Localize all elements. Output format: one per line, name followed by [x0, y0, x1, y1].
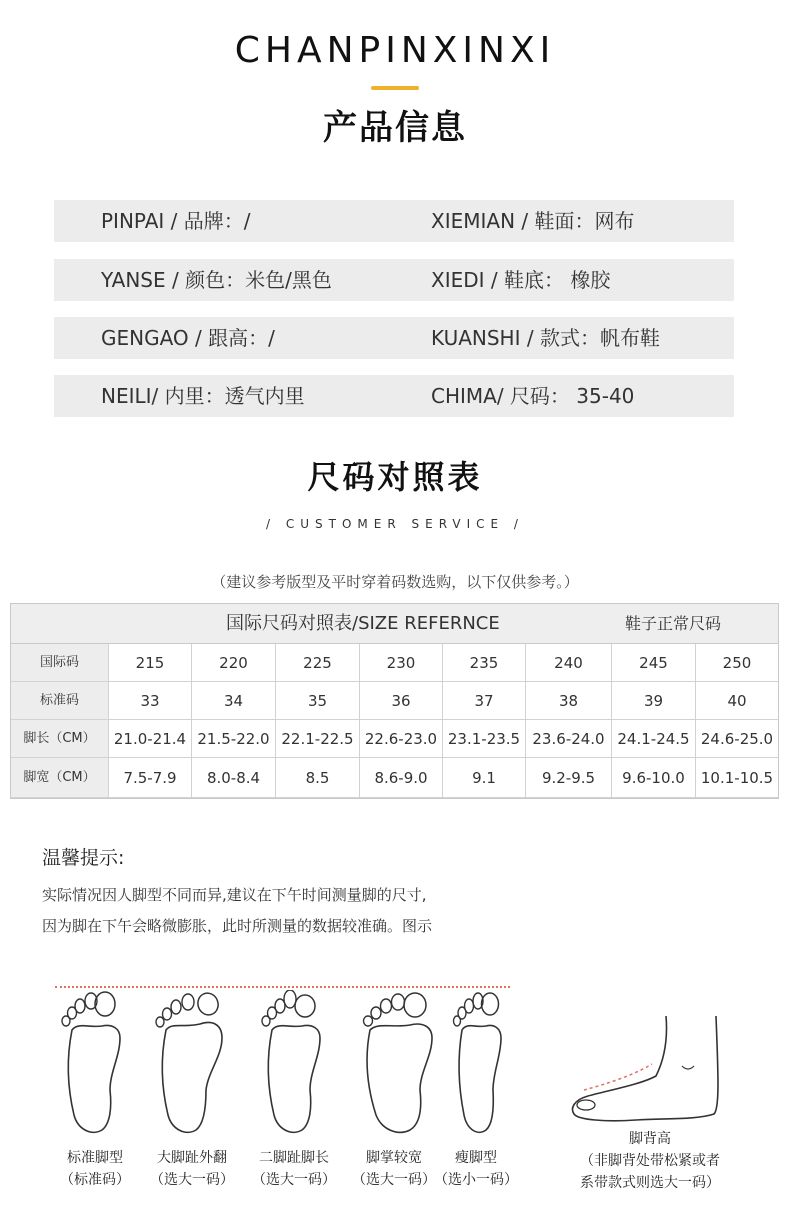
- size-table-cell: 245: [612, 644, 696, 682]
- size-table-cell: 225: [276, 644, 360, 682]
- info-brand: PINPAI / 品牌：/: [101, 209, 251, 233]
- size-table-cell: 40: [696, 682, 778, 720]
- tips-line-1: 实际情况因人脚型不同而异,建议在下午时间测量脚的尺寸,: [42, 886, 427, 904]
- size-table-cell: 37: [443, 682, 526, 720]
- instep-advice-line-1: （非脚背处带松紧或者: [580, 1153, 720, 1169]
- size-table-cell: 8.0-8.4: [192, 758, 276, 798]
- foot-type-advice: （选大一码）: [150, 1172, 234, 1188]
- size-table-cell: 34: [192, 682, 276, 720]
- info-row: [54, 375, 734, 417]
- size-table-cell: 235: [443, 644, 526, 682]
- info-upper: XIEMIAN / 鞋面：网布: [431, 209, 635, 233]
- size-table-cell: 21.0-21.4: [109, 720, 192, 758]
- size-table-cell: 8.6-9.0: [360, 758, 443, 798]
- standard-foot-icon: [58, 990, 132, 1140]
- toe-reference-line: [55, 986, 510, 988]
- foot-caption-high-instep: [560, 1128, 740, 1194]
- foot-caption-slim: [426, 1147, 526, 1191]
- slim-foot-icon: [446, 990, 512, 1140]
- tips-title: 温馨提示:: [42, 847, 125, 869]
- info-style: KUANSHI / 款式：帆布鞋: [431, 326, 660, 350]
- size-table-cell: 8.5: [276, 758, 360, 798]
- instep-advice-line-2: 系带款式则选大一码）: [580, 1175, 720, 1191]
- size-table-cell: 36: [360, 682, 443, 720]
- size-table-cell: 24.6-25.0: [696, 720, 778, 758]
- info-heel: GENGAO / 跟高：/: [101, 326, 275, 350]
- size-table-cell: 22.1-22.5: [276, 720, 360, 758]
- size-table-cell: 38: [526, 682, 612, 720]
- foot-type-advice: （选大一码）: [252, 1172, 336, 1188]
- size-table-cell: 215: [109, 644, 192, 682]
- customer-service-subtitle: / CUSTOMER SERVICE /: [266, 517, 524, 531]
- size-table-row: [11, 682, 778, 720]
- foot-type-name: 脚掌较宽: [366, 1150, 422, 1166]
- size-table-cell: 9.6-10.0: [612, 758, 696, 798]
- english-title: CHANPINXINXI: [234, 30, 556, 71]
- foot-type-name: 二脚趾脚长: [259, 1150, 329, 1166]
- bunion-foot-icon: [152, 990, 232, 1140]
- foot-type-name: 标准脚型: [67, 1150, 123, 1166]
- size-table-cell: 24.1-24.5: [612, 720, 696, 758]
- page-title: 产品信息: [323, 108, 467, 148]
- foot-type-advice: （选小一码）: [434, 1172, 518, 1188]
- size-table: [10, 603, 779, 799]
- high-instep-foot-icon: [566, 1010, 726, 1130]
- info-lining: NEILI/ 内里：透气内里: [101, 384, 305, 408]
- foot-caption-bunion: [142, 1147, 242, 1191]
- size-table-cell: 23.1-23.5: [443, 720, 526, 758]
- size-table-row: [11, 720, 778, 758]
- size-chart-title: 尺码对照表: [307, 458, 483, 496]
- foot-type-advice: （标准码）: [60, 1172, 130, 1188]
- size-table-cell: 250: [696, 644, 778, 682]
- info-sole: XIEDI / 鞋底： 橡胶: [431, 268, 611, 292]
- size-table-row-label: 脚宽（CM）: [11, 758, 109, 798]
- size-table-row: [11, 758, 778, 798]
- info-row: [54, 200, 734, 242]
- size-advice: （建议参考版型及平时穿着码数选购，以下仅供参考。）: [211, 573, 579, 591]
- size-table-header-side: 鞋子正常尺码: [625, 614, 722, 633]
- foot-caption-standard: [52, 1147, 138, 1191]
- long-second-toe-foot-icon: [258, 990, 332, 1140]
- size-table-cell: 23.6-24.0: [526, 720, 612, 758]
- size-table-cell: 240: [526, 644, 612, 682]
- instep-name: 脚背高: [629, 1131, 671, 1147]
- size-table-cell: 220: [192, 644, 276, 682]
- size-table-cell: 10.1-10.5: [696, 758, 778, 798]
- size-table-cell: 21.5-22.0: [192, 720, 276, 758]
- size-table-cell: 35: [276, 682, 360, 720]
- tips-line-2: 因为脚在下午会略微膨胀，此时所测量的数据较准确。图示: [42, 917, 433, 935]
- wide-foot-icon: [360, 990, 440, 1140]
- size-table-row: [11, 644, 778, 682]
- foot-caption-long-second-toe: [244, 1147, 344, 1191]
- size-table-cell: 33: [109, 682, 192, 720]
- foot-type-name: 大脚趾外翻: [157, 1150, 227, 1166]
- size-table-cell: 7.5-7.9: [109, 758, 192, 798]
- info-row: [54, 259, 734, 301]
- size-table-cell: 9.1: [443, 758, 526, 798]
- size-table-cell: 230: [360, 644, 443, 682]
- size-table-row-label: 国际码: [11, 644, 109, 682]
- info-row: [54, 317, 734, 359]
- info-color: YANSE / 颜色：米色/黑色: [101, 268, 332, 292]
- size-table-header: [11, 604, 778, 644]
- title-accent-line: [371, 86, 419, 90]
- foot-type-name: 瘦脚型: [455, 1150, 497, 1166]
- size-table-cell: 22.6-23.0: [360, 720, 443, 758]
- size-table-cell: 39: [612, 682, 696, 720]
- size-table-row-label: 脚长（CM）: [11, 720, 109, 758]
- size-table-cell: 9.2-9.5: [526, 758, 612, 798]
- size-table-row-label: 标准码: [11, 682, 109, 720]
- size-table-header-main: 国际尺码对照表/SIZE REFERNCE: [226, 613, 500, 634]
- foot-type-advice: （选大一码）: [352, 1172, 436, 1188]
- info-size: CHIMA/ 尺码： 35-40: [431, 384, 635, 408]
